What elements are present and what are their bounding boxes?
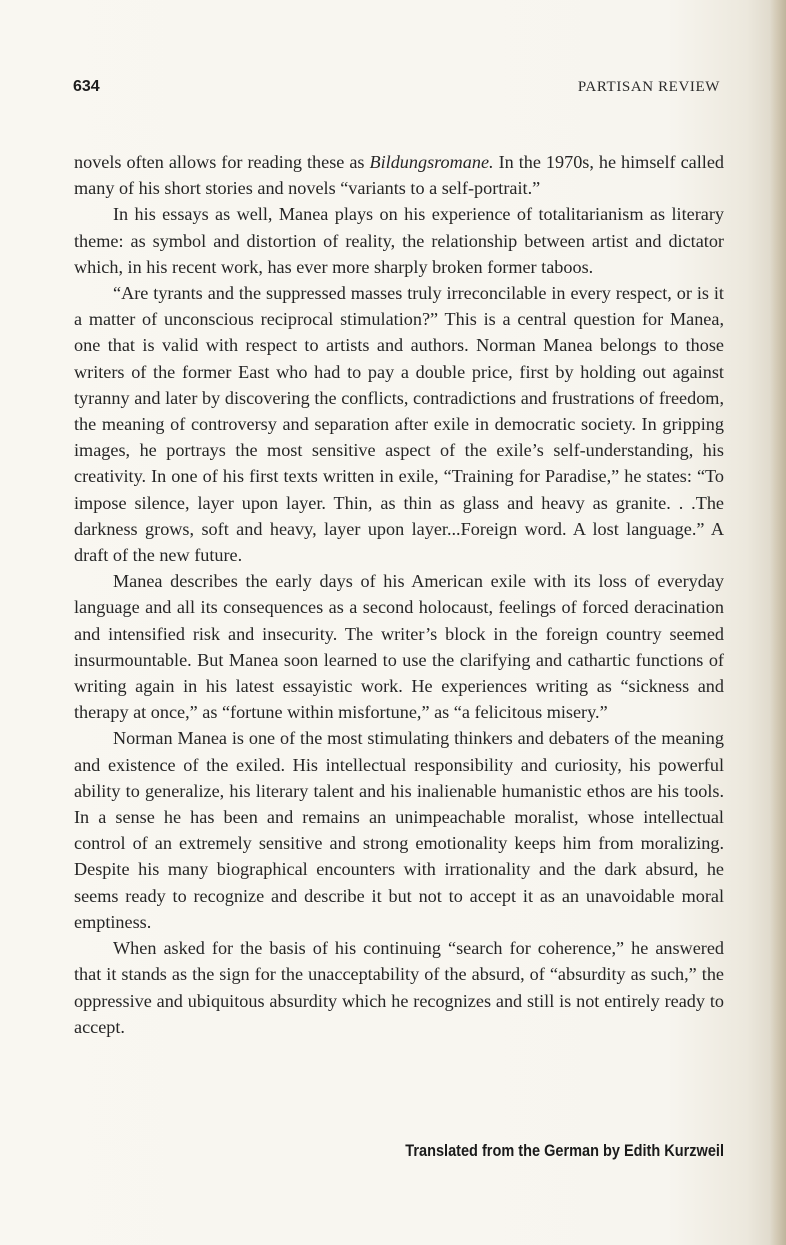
page-number: 634 xyxy=(73,78,100,95)
paragraph-4: Manea describes the early days of his American exile with its loss of everyday language and all its consequences as a second holocaust, feelings of forced deracination and intensified risk and insecurity. The writer’s block in the foreign country seemed insurmountable. But Manea soon learned to use the clarifying and cathartic functions of writing again in his latest essayistic work. He experiences writing as “sickness and therapy at once,” as “fortune within misfortune,” as “a felicitous misery.” xyxy=(74,571,724,723)
italic-term: Bildungsromane. xyxy=(369,152,494,172)
running-head: PARTISAN REVIEW xyxy=(577,79,720,95)
paragraph-2: In his essays as well, Manea plays on his experience of totalitarianism as literary theme: as symbol and distortion of reality, the relationship between artist and dictator which, in his recent work, has ever more sharply broken former taboos. xyxy=(74,204,724,277)
article-body xyxy=(74,149,724,1040)
translator-credit: Translated from the German by Edith Kurzweil xyxy=(405,1142,724,1160)
paragraph-3: “Are tyrants and the suppressed masses truly irreconcilable in every respect, or is it a matter of unconscious reciprocal stimulation?” This is a central question for Manea, one that is valid with respect to artists and authors. Norman Manea belongs to those writers of the former East who had to pay a double price, first by holding out against tyranny and later by discovering the conflicts, contradictions and frustrations of freedom, the meaning of controversy and separation after exile in democratic society. In gripping images, he portrays the most sensitive aspect of the exile’s self-understanding, his creativity. In one of his first texts written in exile, “Training for Paradise,” he states: “To impose silence, layer upon layer. Thin, as thin as glass and heavy as granite. . .The darkness grows, soft and heavy, layer upon layer...Foreign word. A lost language.” A draft of the new future. xyxy=(74,283,724,566)
page-edge xyxy=(770,0,786,1245)
paragraph-1: novels often allows for reading these as Bildungsromane. In the 1970s, he himself called many of his short stories and novels “variants to a self-portrait.” xyxy=(74,152,724,199)
paragraph-6: When asked for the basis of his continuing “search for coherence,” he answered that it stands as the sign for the unacceptability of the absurd, of “absurdity as such,” the oppressive and ubiquitous absurdity which he recognizes and still is not entirely ready to accept. xyxy=(74,938,724,1037)
paragraph-5: Norman Manea is one of the most stimulating thinkers and debaters of the meaning and existence of the exiled. His intellectual responsibility and curiosity, his powerful ability to generalize, his literary talent and his inalienable humanistic ethos are his tools. In a sense he has been and remains an unimpeachable moralist, whose intellectual control of an extremely sensitive and strong emotionality keeps him from moralizing. Despite his many biographical encounters with irrationality and the dark absurd, he seems ready to recognize and describe it but not to accept it as an unavoidable moral emptiness. xyxy=(74,728,724,932)
